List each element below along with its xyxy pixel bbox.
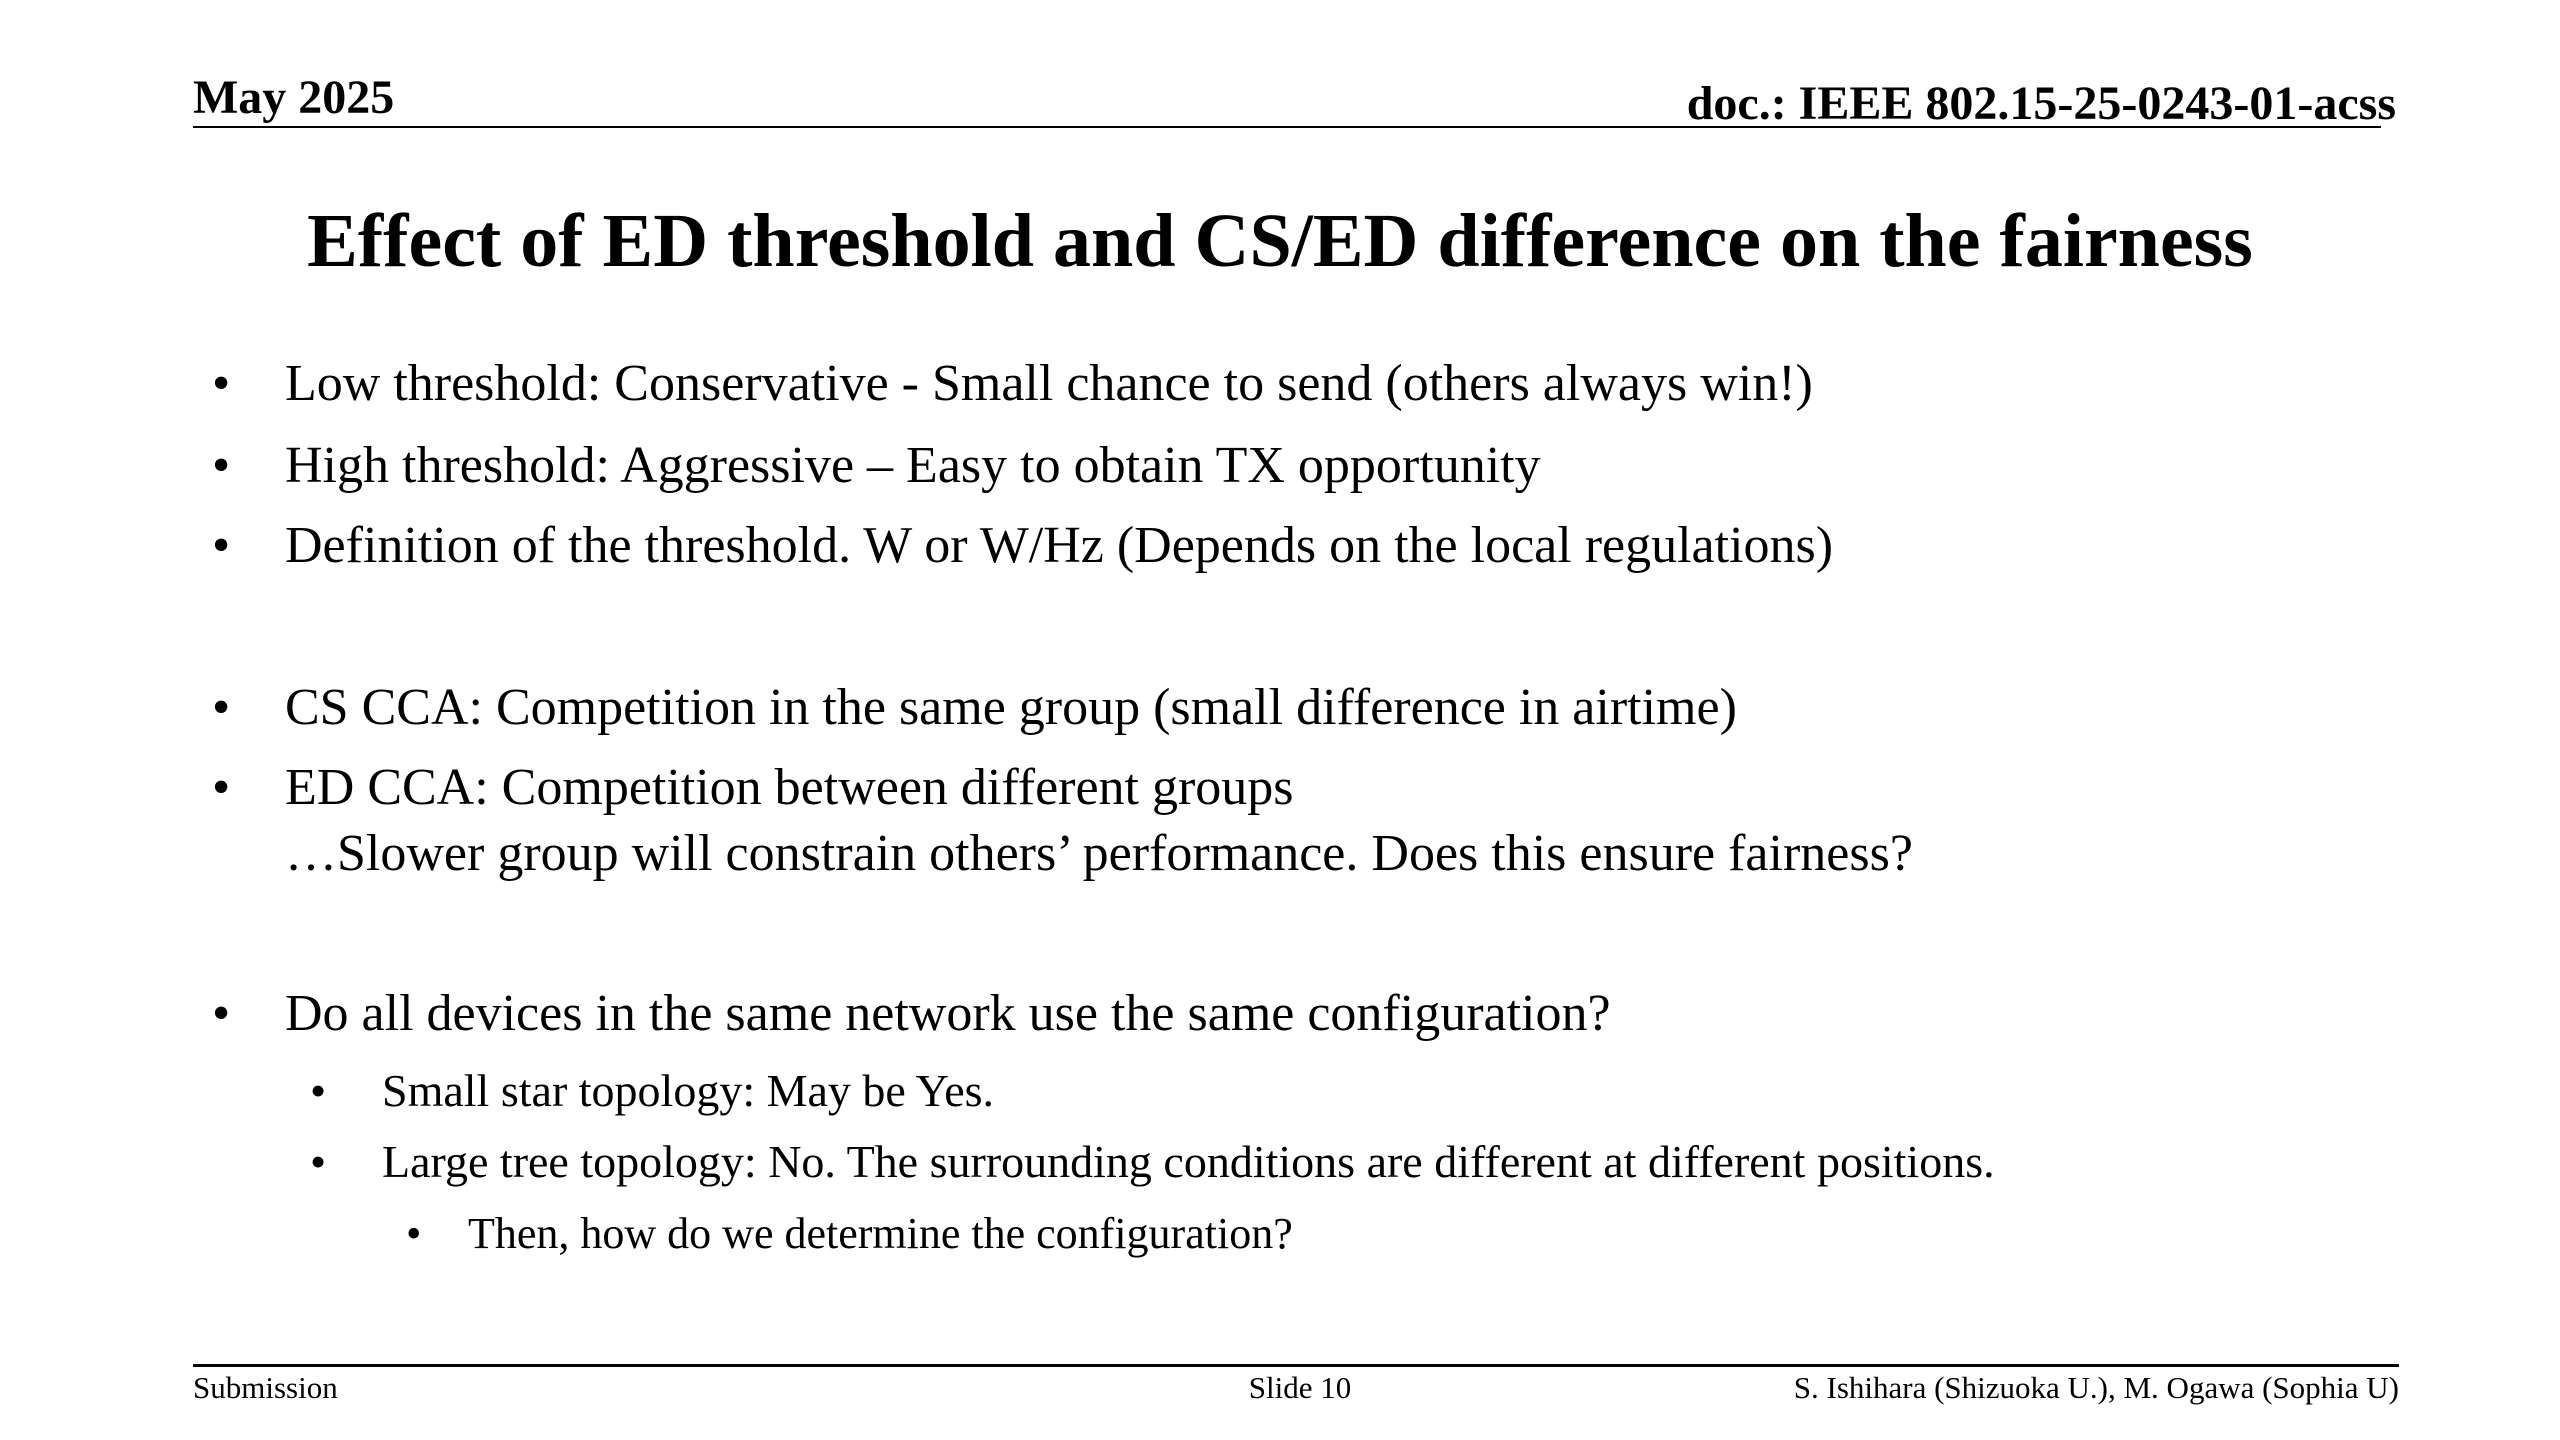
bullet-marker: • [212, 759, 231, 816]
bullet-item: Low threshold: Conservative - Small chance to send (others always win!) [285, 355, 1813, 412]
slide-title: Effect of ED threshold and CS/ED difference on the fairness [307, 199, 2253, 283]
sub-bullet-item: Small star topology: May be Yes. [382, 1065, 995, 1116]
footer-authors: S. Ishihara (Shizuoka U.), M. Ogawa (Sophia U) [1793, 1370, 2399, 1405]
header-doc-id: doc.: IEEE 802.15-25-0243-01-acss [1686, 77, 2396, 130]
bullet-continuation: …Slower group will constrain others’ performance. Does this ensure fairness? [285, 825, 1913, 882]
header-date: May 2025 [193, 71, 395, 124]
sub-sub-bullet-marker: • [406, 1209, 422, 1258]
bullet-marker: • [212, 355, 231, 412]
footer-rule [193, 1364, 2399, 1367]
footer-submission: Submission [193, 1370, 338, 1405]
bullet-marker: • [212, 679, 231, 736]
bullet-item: High threshold: Aggressive – Easy to obtain TX opportunity [285, 437, 1541, 494]
bullet-item: CS CCA: Competition in the same group (small difference in airtime) [285, 679, 1737, 736]
bullet-item: ED CCA: Competition between different groups [285, 759, 1294, 816]
sub-sub-bullet-item: Then, how do we determine the configuration? [468, 1209, 1293, 1258]
sub-bullet-item: Large tree topology: No. The surrounding conditions are different at different positions. [382, 1136, 1995, 1187]
sub-bullet-marker: • [310, 1065, 327, 1116]
bullet-marker: • [212, 985, 231, 1042]
bullet-marker: • [212, 437, 231, 494]
bullet-item: Do all devices in the same network use the same configuration? [285, 985, 1611, 1042]
bullet-item: Definition of the threshold. W or W/Hz (Depends on the local regulations) [285, 517, 1834, 574]
bullet-marker: • [212, 517, 231, 574]
sub-bullet-marker: • [310, 1136, 327, 1187]
footer-slide-number: Slide 10 [1248, 1370, 1352, 1405]
header-rule [193, 126, 2381, 128]
